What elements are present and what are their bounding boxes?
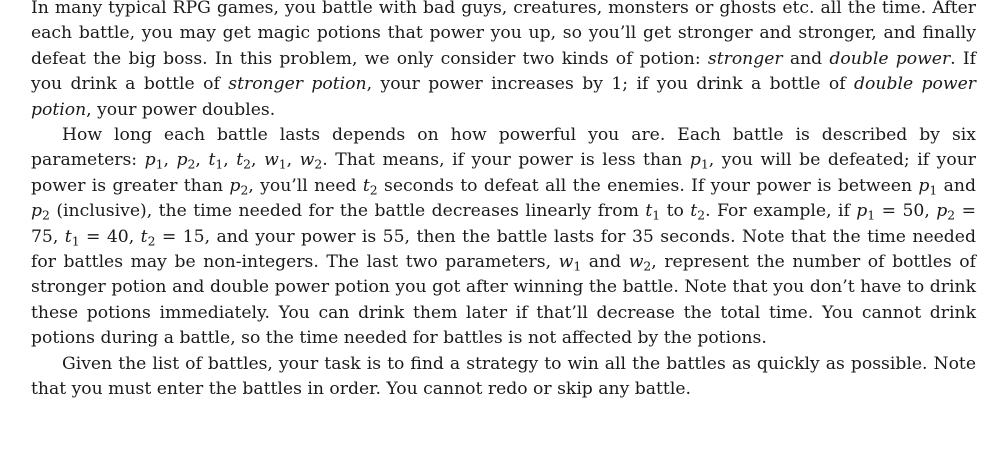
text-run: , and your power is 55, then the battle lasts for 35 seconds. Note that the time needed for battles may be non-integers. The last two parameters, [31,226,976,273]
math-variable: t [645,201,653,222]
text-run: and [581,252,629,273]
math-subscript: 1 [573,259,582,274]
math-subscript: 1 [929,183,938,198]
math-variable: t [140,226,148,247]
emphasis-text: stronger [707,48,783,69]
math-subscript: 2 [314,158,323,173]
math-variable: t [690,201,698,222]
text-run: , represent the number of bottles of stronger potion and double power potion you got after winning the battle. Note that you don’t have to drink these potions immediately. You can drink them later if that’ll decrease the total time. You cannot drink potions during a battle, so the time needed for battles is not affected by the potions. [31,252,977,349]
math-variable: w [558,252,574,273]
text-run: = 15 [155,226,205,247]
text-run: Given the list of battles, your task is to find a strategy to win all the battles as quickly as possible. Note that you must enter the battles in order. You cannot redo or skip any battle. [31,353,976,400]
math-subscript: 1 [71,234,80,249]
text-run: , you’ll need [248,175,363,196]
math-variable: w [628,252,644,273]
math-variable: p [229,175,241,196]
text-run: and [937,175,976,196]
math-variable: t [208,150,216,171]
text-run: , you will be defeated; if your power is greater than [31,150,976,196]
text-run: How long each battle lasts depends on how powerful you are. Each battle is described by six parameters: [31,125,976,171]
text-run: to [660,201,691,222]
text-run: , [251,150,265,171]
math-variable: p [936,201,948,222]
math-variable: p [144,150,156,171]
math-variable: t [236,150,244,171]
math-subscript: 2 [643,259,652,274]
math-variable: p [918,175,930,196]
text-run: = 50, [875,201,937,222]
math-variable: p [689,150,701,171]
text-run: , your power increases by 1; if you drink a bottle of [366,74,855,95]
math-subscript: 2 [240,183,249,198]
text-run: = 40, [79,226,141,247]
text-run: = 75, [31,201,976,247]
math-subscript: 1 [155,158,164,173]
math-subscript: 2 [147,234,156,249]
battle-parameters-paragraph [31,123,976,352]
text-run: . That means, if your power is less than [322,150,690,171]
text-run: . For example, if [705,201,857,222]
problem-statement [31,0,976,403]
math-variable: t [362,175,370,196]
intro-paragraph [31,0,976,123]
math-variable: w [299,150,315,171]
math-subscript: 2 [947,208,956,223]
math-subscript: 2 [187,158,196,173]
emphasis-text: double power potion [31,74,976,120]
emphasis-text: double power [829,48,951,69]
math-subscript: 2 [697,208,706,223]
math-subscript: 1 [700,158,709,173]
math-variable: t [64,226,72,247]
math-subscript: 2 [42,208,50,223]
text-run: (inclusive), the time needed for the battle decreases linearly from [49,201,646,222]
math-variable: p [856,201,868,222]
math-variable: p [176,150,188,171]
math-subscript: 2 [243,158,252,173]
math-subscript: 1 [867,208,876,223]
math-subscript: 1 [215,158,224,173]
math-subscript: 1 [278,158,287,173]
text-run: , [286,150,300,171]
math-subscript: 1 [652,208,661,223]
math-subscript: 2 [369,183,378,198]
text-run: , your power doubles. [86,99,276,120]
text-run: , [195,150,209,171]
math-variable: w [264,150,279,171]
text-run: In many typical RPG games, you battle with bad guys, creatures, monsters or ghosts etc. all the time. After each battle, you may get magic potions that power you up, so you’ll get stronger and stronger, and finally defeat the big boss. In this problem, we only consider two kinds of potion: [31,0,976,69]
text-run: , [163,150,177,171]
text-run: . If you drink a bottle of [31,48,977,95]
text-run: seconds to defeat all the enemies. If your power is between [377,175,919,196]
task-paragraph [31,352,976,403]
math-variable: p [31,201,43,222]
text-run: and [782,48,830,69]
text-run: , [223,150,237,171]
emphasis-text: stronger potion [228,74,367,95]
